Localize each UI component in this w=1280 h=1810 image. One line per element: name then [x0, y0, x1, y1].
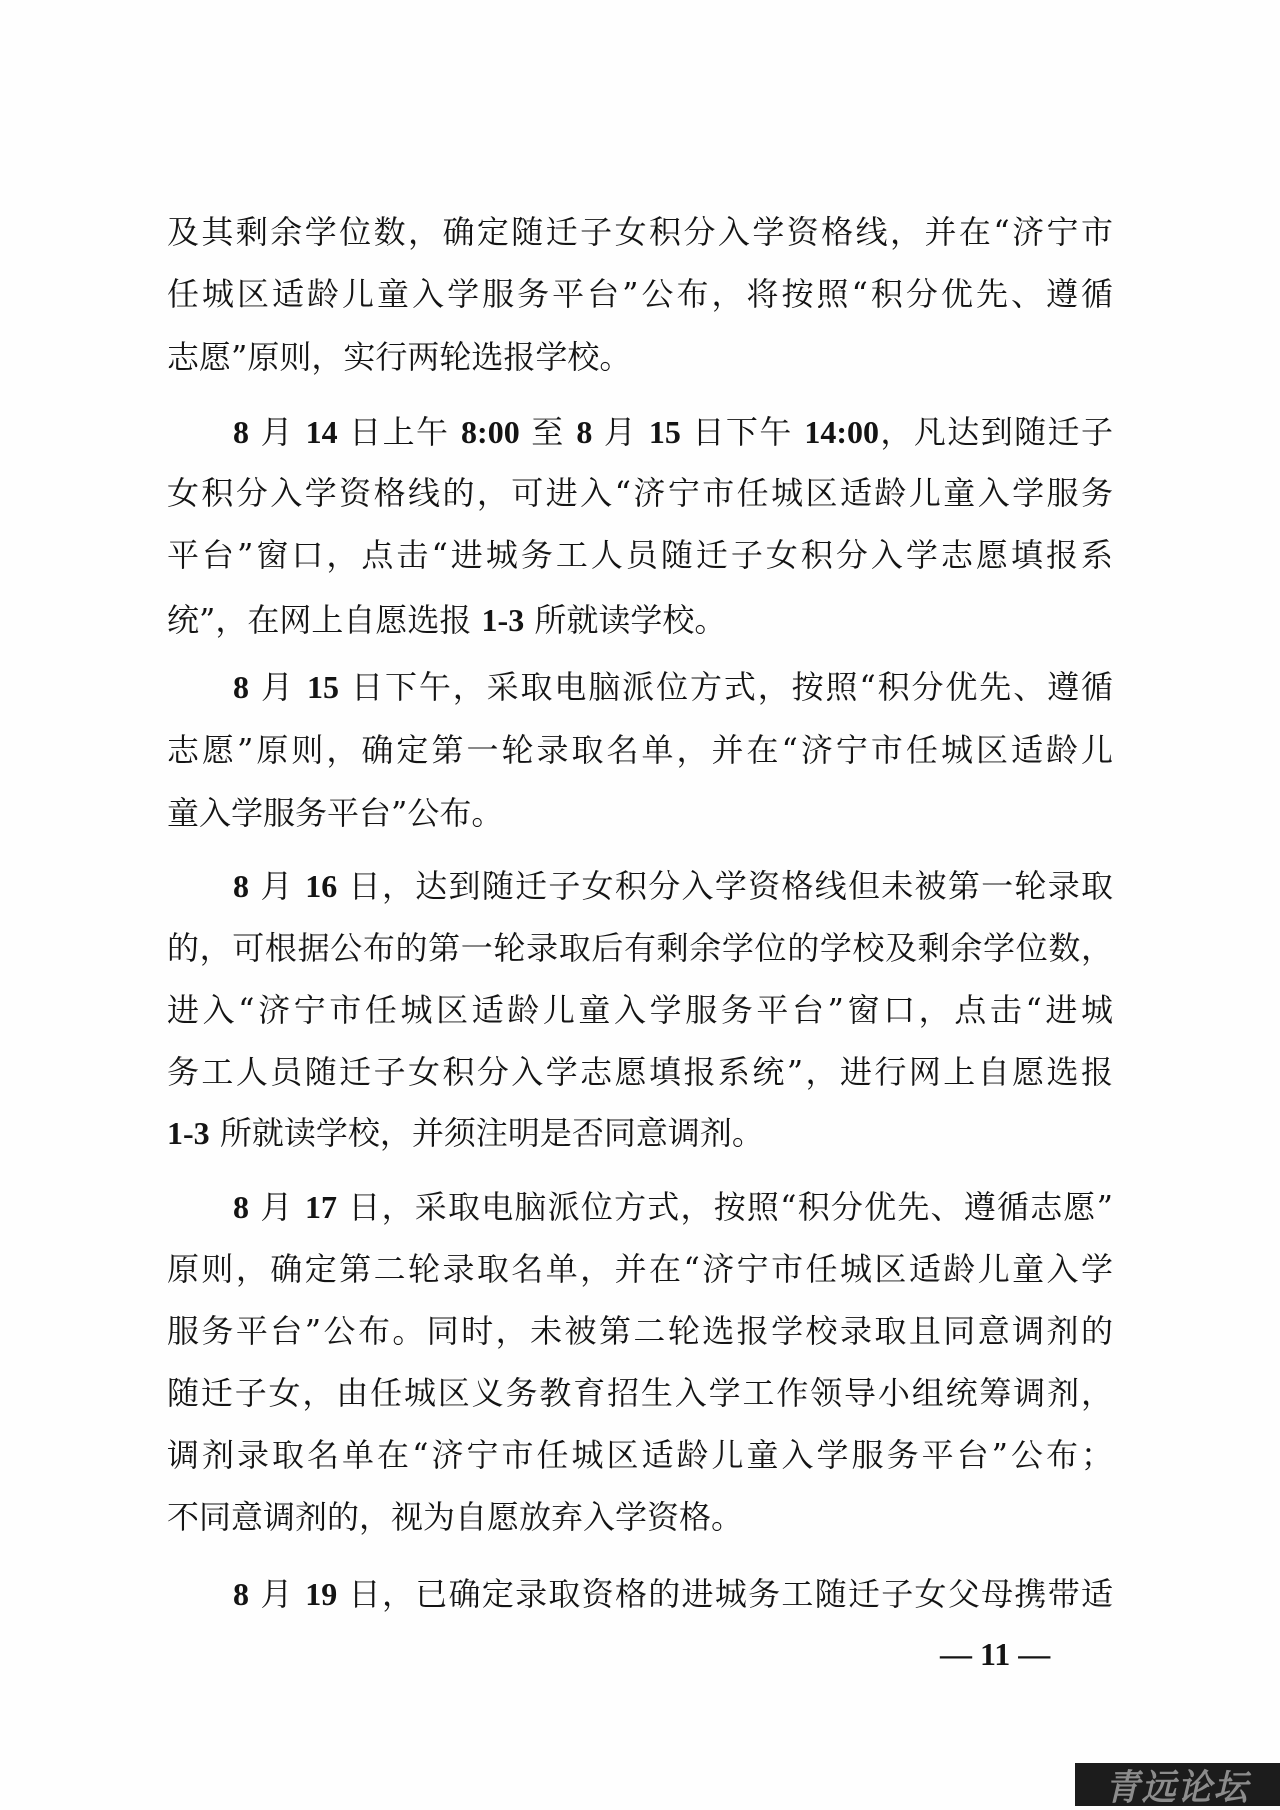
bold-numeral: 19: [305, 1576, 338, 1612]
text-run: 日，采取电脑派位方式，按照“积分优先、遵循志愿”: [336, 1188, 1113, 1226]
text-line: [167, 412, 1113, 452]
forum-watermark-logo: [1075, 1763, 1280, 1810]
text-run: 月: [592, 413, 649, 451]
text-run: 所就读学校。: [524, 601, 727, 639]
bold-numeral: 8: [576, 414, 593, 450]
text-line: [167, 730, 1113, 770]
bold-numeral: 8:00: [461, 414, 520, 450]
watermark-text: 青远论坛: [1105, 1767, 1250, 1810]
text-run: 月: [249, 668, 308, 706]
text-line: [167, 667, 1113, 707]
text-line: [167, 793, 1113, 833]
text-line: [167, 928, 1113, 968]
text-line: [167, 212, 1113, 252]
bold-numeral: 14:00: [804, 414, 880, 450]
text-run: 平台”窗口，点击“进城务工人员随迁子女积分入学志愿填报系: [167, 536, 1113, 574]
text-line: [167, 1187, 1113, 1227]
text-run: 日，已确定录取资格的进城务工随迁子女父母携带适: [337, 1575, 1113, 1613]
text-line: [167, 1311, 1113, 1351]
bold-numeral: 8: [233, 414, 249, 450]
text-line: [167, 535, 1113, 575]
bold-numeral: 8: [233, 1189, 249, 1225]
text-run: 日，达到随迁子女积分入学资格线但未被第一轮录取: [337, 867, 1113, 905]
text-run: 任城区适龄儿童入学服务平台”公布，将按照“积分优先、遵循: [167, 275, 1113, 313]
bold-numeral: 1-3: [481, 602, 525, 638]
text-line: [167, 1574, 1113, 1614]
text-run: 志愿”原则，实行两轮选报学校。: [167, 338, 632, 376]
text-run: 服务平台”公布。同时，未被第二轮选报学校录取且同意调剂的: [167, 1312, 1113, 1350]
bold-numeral: 1-3: [167, 1115, 210, 1151]
text-line: [167, 1435, 1113, 1475]
text-run: 童入学服务平台”公布。: [167, 794, 504, 832]
text-run: 女积分入学资格线的，可进入“济宁市任城区适龄儿童入学服务: [167, 474, 1113, 512]
bold-numeral: 17: [304, 1189, 337, 1225]
text-line: [167, 990, 1113, 1030]
text-line: [167, 866, 1113, 906]
bold-numeral: 16: [305, 868, 338, 904]
text-run: 日下午，采取电脑派位方式，按照“积分优先、遵循: [339, 668, 1113, 706]
bold-numeral: 14: [305, 414, 338, 450]
text-line: [167, 1113, 1113, 1153]
text-run: 的，可根据公布的第一轮录取后有剩余学位的学校及剩余学位数，: [167, 929, 1113, 967]
text-run: 不同意调剂的，视为自愿放弃入学资格。: [167, 1498, 744, 1536]
text-line: [167, 1497, 1113, 1537]
text-run: ，凡达到随迁子: [879, 413, 1113, 451]
text-run: 务工人员随迁子女积分入学志愿填报系统”，进行网上自愿选报: [167, 1053, 1113, 1091]
text-run: 日上午: [337, 413, 462, 451]
text-run: 月: [249, 867, 306, 905]
text-run: 及其剩余学位数，确定随迁子女积分入学资格线，并在“济宁市: [167, 213, 1113, 251]
text-run: 统”，在网上自愿选报: [167, 601, 482, 639]
text-line: [167, 274, 1113, 314]
text-line: [167, 337, 1113, 377]
text-line: [167, 1052, 1113, 1092]
bold-numeral: 8: [233, 1576, 249, 1612]
text-run: 月: [249, 1575, 306, 1613]
text-run: 所就读学校，并须注明是否同意调剂。: [209, 1114, 764, 1152]
text-run: 志愿”原则，确定第一轮录取名单，并在“济宁市任城区适龄儿: [167, 731, 1113, 769]
text-run: 月: [249, 413, 306, 451]
text-run: 随迁子女，由任城区义务教育招生入学工作领导小组统筹调剂，: [167, 1374, 1113, 1412]
text-run: 月: [249, 1188, 305, 1226]
text-run: 至: [519, 413, 577, 451]
text-run: 日下午: [680, 413, 805, 451]
page-number: — 11 —: [940, 1636, 1051, 1672]
text-run: 进入“济宁市任城区适龄儿童入学服务平台”窗口，点击“进城: [167, 991, 1113, 1029]
text-run: 调剂录取名单在“济宁市任城区适龄儿童入学服务平台”公布；: [167, 1436, 1113, 1474]
text-line: [167, 1249, 1113, 1289]
bold-numeral: 8: [233, 868, 249, 904]
text-line: [167, 600, 1113, 640]
text-line: [167, 1373, 1113, 1413]
text-line: [167, 473, 1113, 513]
text-run: 原则，确定第二轮录取名单，并在“济宁市任城区适龄儿童入学: [167, 1250, 1113, 1288]
bold-numeral: 15: [648, 414, 681, 450]
bold-numeral: 15: [307, 669, 340, 705]
bold-numeral: 8: [233, 669, 249, 705]
